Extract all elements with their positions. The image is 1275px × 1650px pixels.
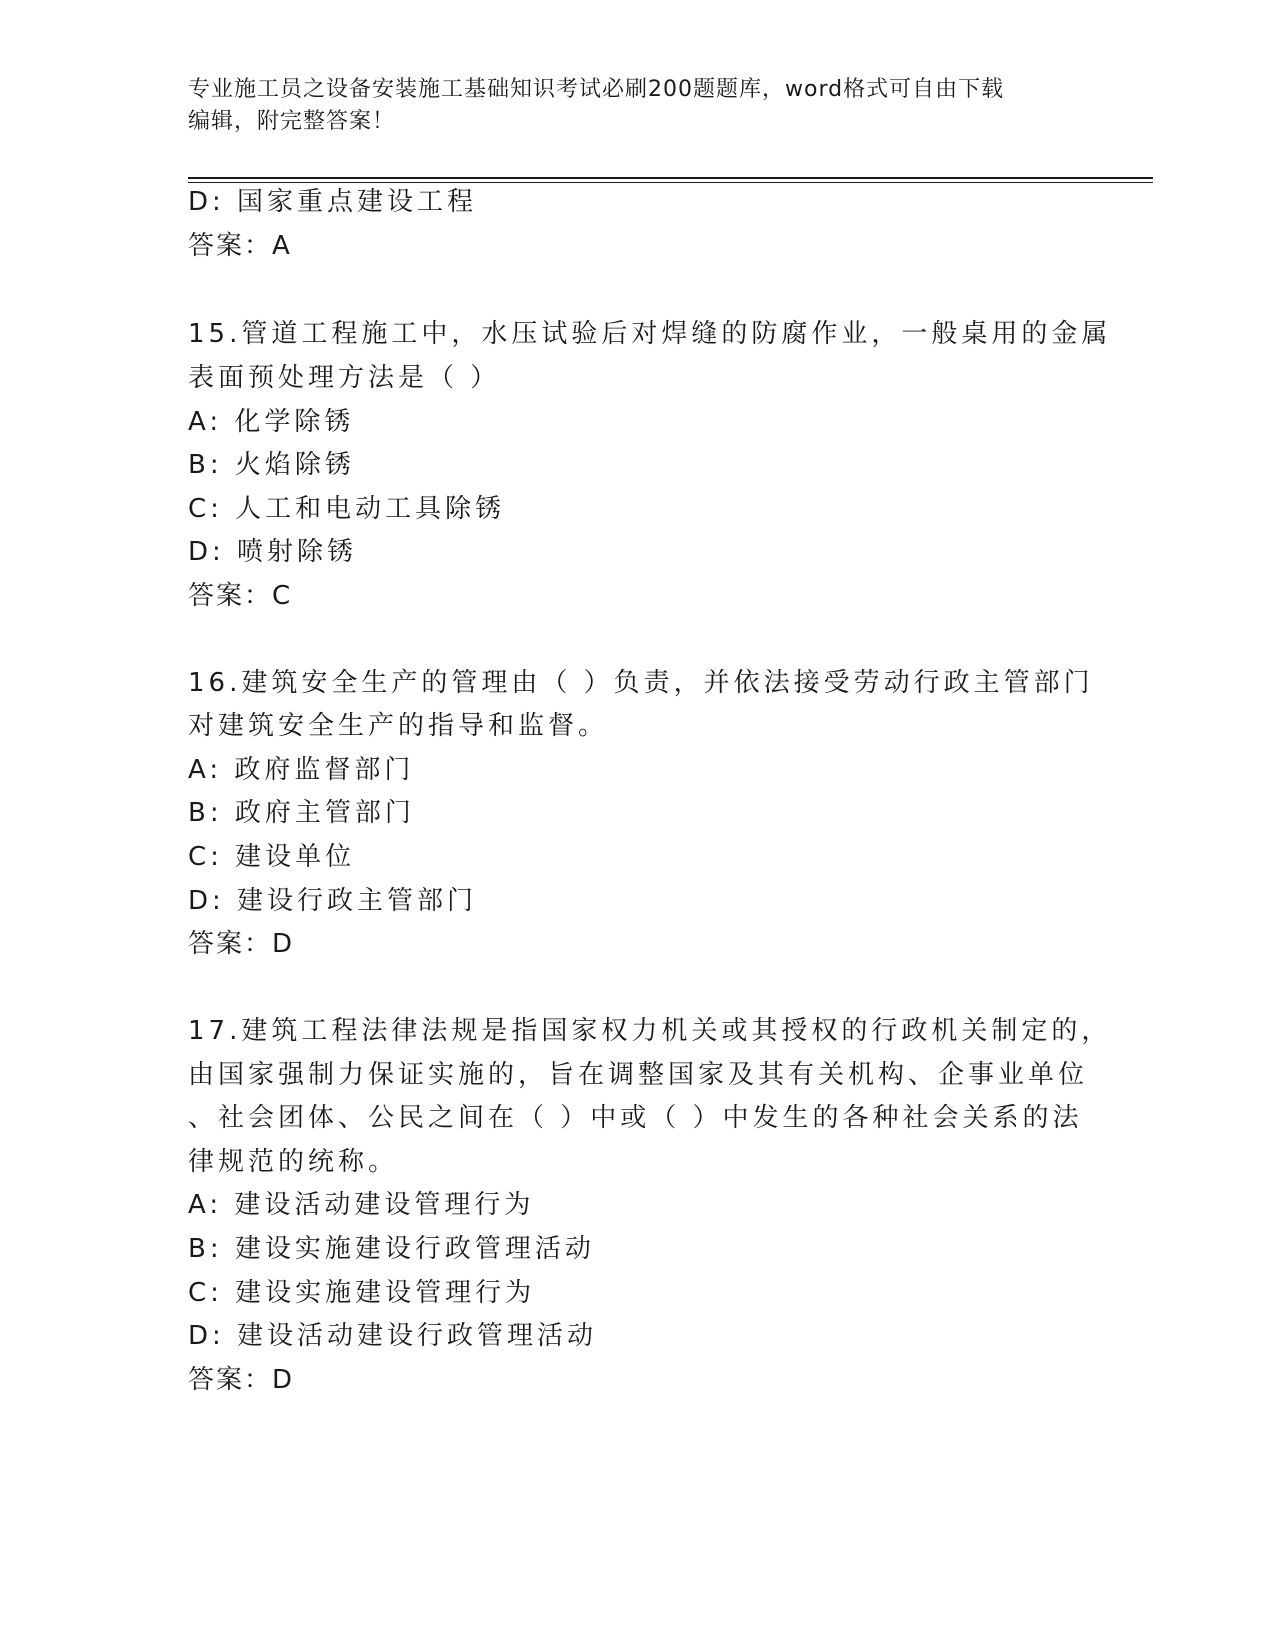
q17-stem-line1: 17.建筑工程法律法规是指国家权力机关或其授权的行政机关制定的， [188, 1016, 1112, 1046]
q17-stem-line4: 律规范的统称。 [188, 1147, 399, 1177]
prev-answer: 答案：A [188, 231, 292, 261]
q15-stem-line2: 表面预处理方法是（ ） [188, 363, 501, 393]
q17-option-d: D: 建设活动建设行政管理活动 [188, 1321, 598, 1351]
q15-option-a: A: 化学除锈 [188, 407, 355, 437]
q16-option-b: B: 政府主管部门 [188, 798, 415, 828]
header-divider-thick [188, 177, 1153, 179]
header-title-line2: 编辑，附完整答案！ [188, 109, 396, 134]
q17-stem-line2: 由国家强制力保证实施的，旨在调整国家及其有关机构、企事业单位 [188, 1060, 1089, 1090]
header-title-line1: 专业施工员之设备安装施工基础知识考试必刷200题题库，word格式可自由下载 [188, 77, 1005, 102]
q15-stem-line1: 15.管道工程施工中，水压试验后对焊缝的防腐作业，一般桌用的金属 [188, 319, 1112, 349]
q16-option-c: C: 建设单位 [188, 842, 356, 872]
q16-stem-line2: 对建筑安全生产的指导和监督。 [188, 711, 609, 741]
q15-option-d: D: 喷射除锈 [188, 537, 358, 567]
q17-stem-line3: 、社会团体、公民之间在（ ）中或（ ）中发生的各种社会关系的法 [188, 1103, 1083, 1133]
q17-option-b: B: 建设实施建设行政管理活动 [188, 1234, 595, 1264]
q16-answer: 答案：D [188, 929, 295, 959]
q16-option-d: D: 建设行政主管部门 [188, 886, 478, 916]
document-header [188, 74, 1068, 138]
q15-option-b: B: 火焰除锈 [188, 450, 355, 480]
q17-answer: 答案：D [188, 1365, 295, 1395]
q16-stem-line1: 16.建筑安全生产的管理由（ ）负责，并依法接受劳动行政主管部门 [188, 668, 1094, 698]
q17-option-c: C: 建设实施建设管理行为 [188, 1278, 536, 1308]
q15-answer: 答案：C [188, 581, 293, 611]
q17-option-a: A: 建设活动建设管理行为 [188, 1190, 535, 1220]
q16-option-a: A: 政府监督部门 [188, 755, 415, 785]
q15-option-c: C: 人工和电动工具除锈 [188, 494, 506, 524]
prev-option-d: D: 国家重点建设工程 [188, 187, 478, 217]
header-divider-thin [188, 182, 1153, 183]
